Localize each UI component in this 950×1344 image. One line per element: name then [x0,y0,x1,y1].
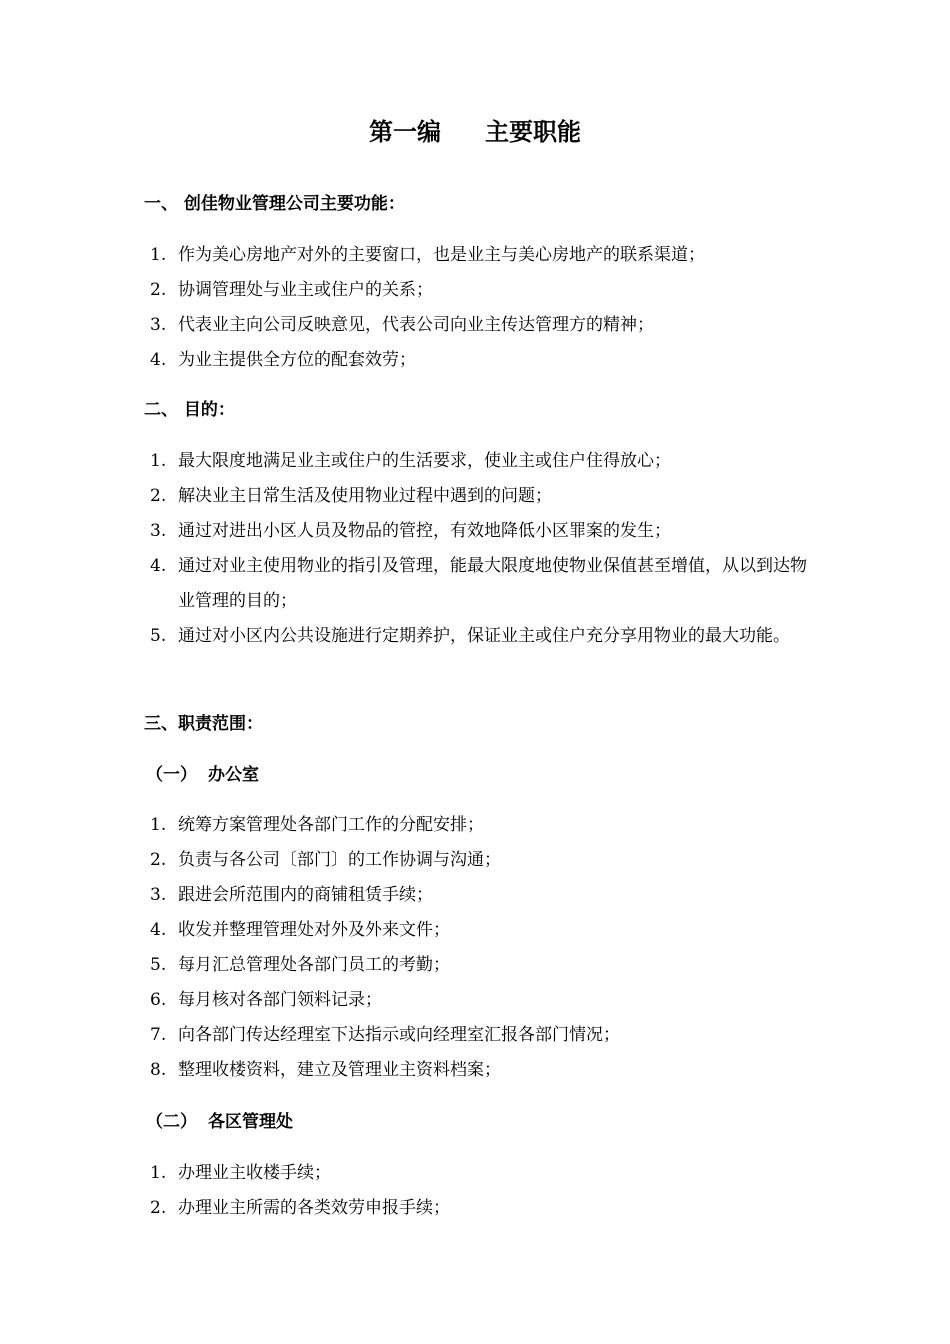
title-part2: 主要职能 [485,118,581,146]
subsection-name: 办公室 [208,765,259,785]
subsection-heading-district [146,1110,293,1134]
list-item: 4. 收发并整理管理处对外及外来文件； [150,920,450,940]
list-item: 2. 协调管理处与业主或住户的关系； [150,280,433,300]
subsection-heading-office [146,763,259,787]
list-item: 7. 向各部门传达经理室下达指示或向经理室汇报各部门情况； [150,1025,620,1045]
list-item: 1. 统筹方案管理处各部门工作的分配安排； [150,815,484,835]
list-item: 2. 办理业主所需的各类效劳申报手续； [150,1198,450,1218]
list-item: 1. 办理业主收楼手续； [150,1163,331,1183]
list-item: 2. 解决业主日常生活及使用物业过程中遇到的问题； [150,486,552,506]
section-heading-functions: 一、 创佳物业管理公司主要功能： [144,194,405,214]
list-item: 3. 跟进会所范围内的商铺租赁手续； [150,885,433,905]
subsection-name: 各区管理处 [208,1112,293,1132]
office-duties-list [150,808,820,1088]
functions-list [150,238,820,378]
subsection-prefix: （一） [146,765,197,785]
list-item: 1. 作为美心房地产对外的主要窗口，也是业主与美心房地产的联系渠道； [150,245,705,265]
list-item: 3. 代表业主向公司反映意见，代表公司向业主传达管理方的精神； [150,315,654,335]
list-item: 8. 整理收楼资料，建立及管理业主资料档案； [150,1060,501,1080]
page-title [0,116,950,148]
list-item: 3. 通过对进出小区人员及物品的管控，有效地降低小区罪案的发生； [150,521,671,541]
list-item: 1. 最大限度地满足业主或住户的生活要求，使业主或住户住得放心； [150,451,671,471]
list-item: 5. 每月汇总管理处各部门员工的考勤； [150,955,450,975]
section-heading-scope: 三、职责范围： [144,714,263,734]
list-item: 4. 通过对业主使用物业的指引及管理，能最大限度地使物业保值甚至增值，从以到达物业管理的目的； [150,556,807,611]
title-part1: 第一编 [369,118,441,146]
subsection-prefix: （二） [146,1112,197,1132]
list-item: 2. 负责与各公司〔部门〕的工作协调与沟通； [150,850,501,870]
district-duties-list [150,1156,820,1226]
list-item: 6. 每月核对各部门领料记录； [150,990,382,1010]
list-item: 4. 为业主提供全方位的配套效劳； [150,350,416,370]
list-item: 5. 通过对小区内公共设施进行定期养护，保证业主或住户充分享用物业的最大功能。 [150,626,790,646]
purpose-list [150,444,820,654]
section-heading-purpose: 二、 目的： [144,400,235,420]
